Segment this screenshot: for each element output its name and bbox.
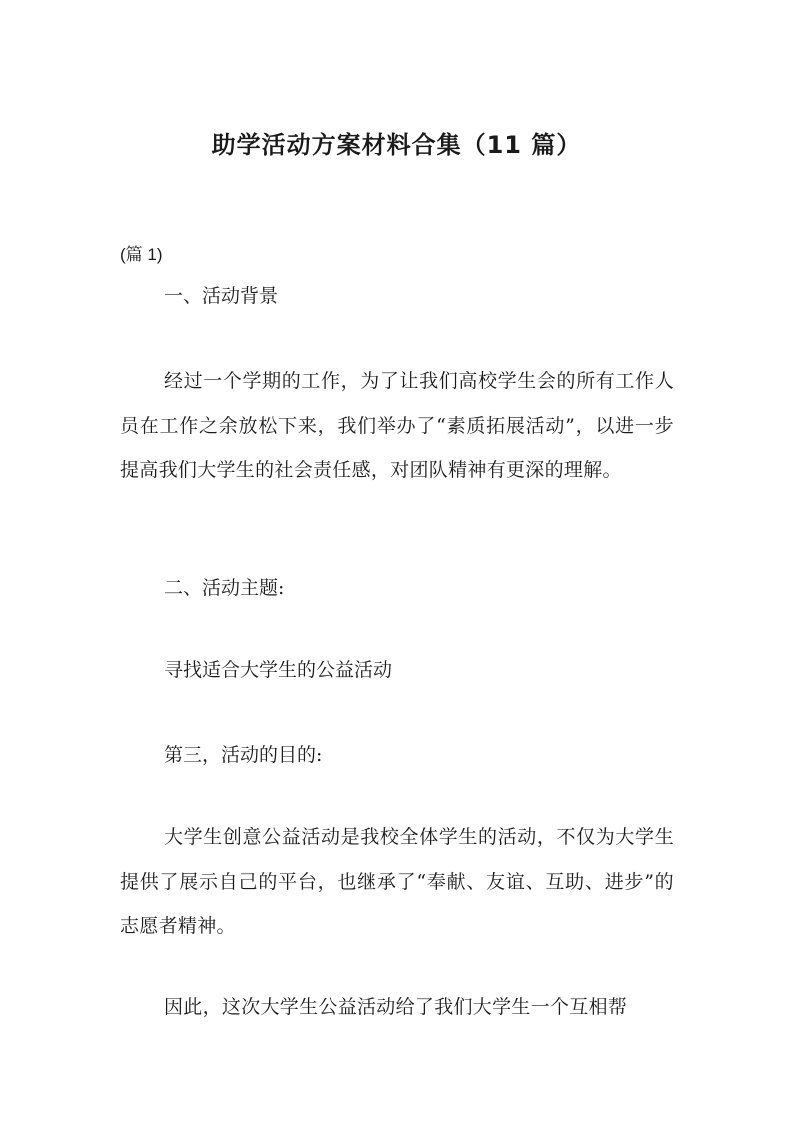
- piece-label: (篇 1): [120, 245, 163, 264]
- section-heading-background: 一、活动背景: [164, 285, 279, 307]
- section-heading-theme: 二、活动主题:: [164, 577, 285, 599]
- section-heading-purpose: 第三，活动的目的:: [164, 744, 323, 766]
- document-title: 助学活动方案材料合集（11 篇）: [211, 131, 582, 159]
- paragraph-theme: 寻找适合大学生的公益活动: [164, 659, 393, 681]
- paragraph-purpose-continued: 因此，这次大学生公益活动给了我们大学生一个互相帮: [164, 996, 628, 1018]
- paragraph-background: 经过一个学期的工作，为了让我们高校学生会的所有工作人员在工作之余放松下来，我们举办了“素质拓展活动”，以进一步提高我们大学生的社会责任感，对团队精神有更深的理解。: [120, 370, 674, 481]
- paragraph-purpose: 大学生创意公益活动是我校全体学生的活动，不仅为大学生提供了展示自己的平台，也继承了“奉献、友谊、互助、进步”的志愿者精神。: [120, 826, 674, 937]
